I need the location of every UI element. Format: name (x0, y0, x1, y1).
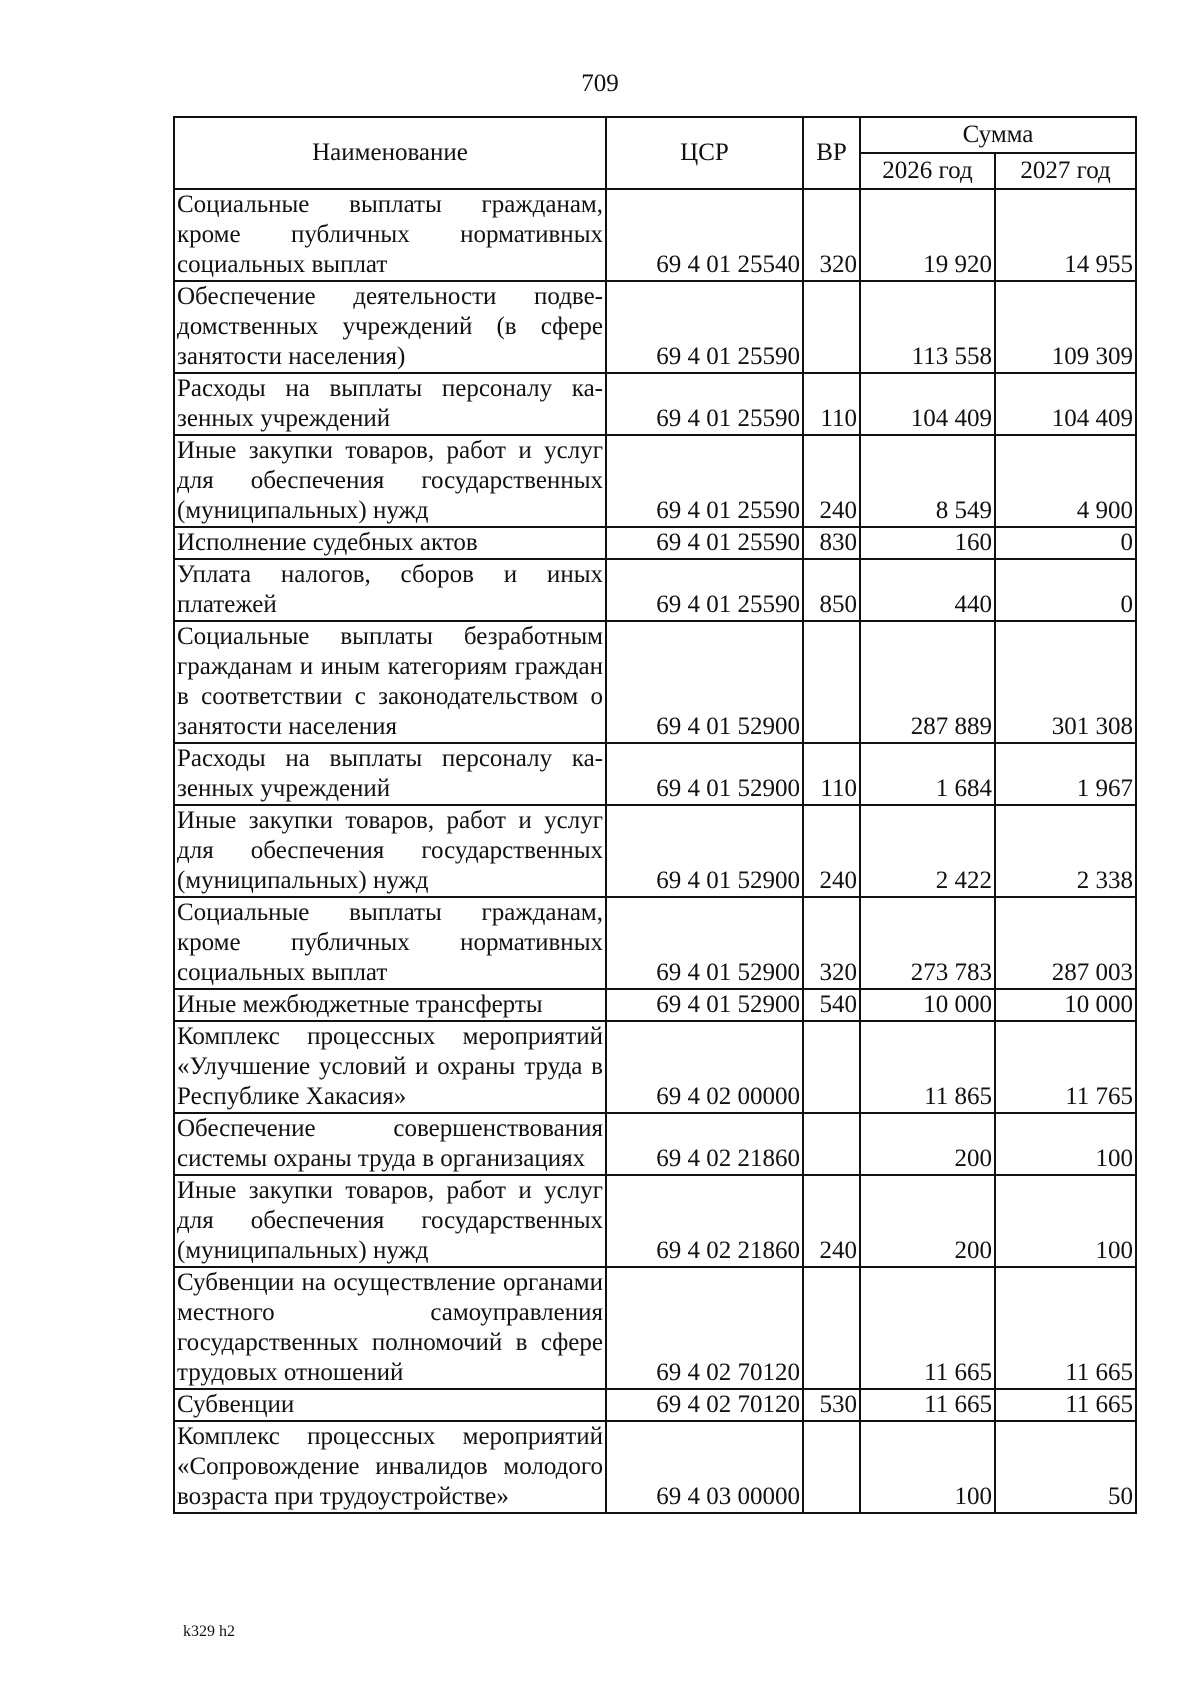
row-sum-2026: 160 (860, 527, 995, 559)
table-row (174, 527, 1136, 559)
table-row (174, 1389, 1136, 1421)
row-csr: 69 4 02 21860 (606, 1175, 803, 1267)
table-body (174, 189, 1136, 1513)
row-name: Иные межбюджетные трансферты (174, 989, 606, 1021)
row-sum-2026: 19 920 (860, 189, 995, 281)
header-sum: Сумма (860, 117, 1136, 153)
row-csr: 69 4 01 25590 (606, 527, 803, 559)
row-csr: 69 4 01 52900 (606, 743, 803, 805)
row-name: Иные закупки товаров, работ и услуг для обеспечения государственных (муниципальных) нужд (174, 805, 606, 897)
row-csr: 69 4 01 52900 (606, 621, 803, 743)
row-vr (803, 1267, 860, 1389)
row-sum-2027: 287 003 (995, 897, 1136, 989)
row-name: Социальные выплаты гражданам, кроме публичных нормативных социальных выплат (174, 189, 606, 281)
row-sum-2026: 440 (860, 559, 995, 621)
row-vr (803, 1421, 860, 1513)
row-sum-2026: 11 665 (860, 1267, 995, 1389)
row-csr: 69 4 01 25590 (606, 435, 803, 527)
row-csr: 69 4 03 00000 (606, 1421, 803, 1513)
row-csr: 69 4 01 25590 (606, 281, 803, 373)
table-row (174, 1267, 1136, 1389)
row-csr: 69 4 01 52900 (606, 897, 803, 989)
row-vr: 240 (803, 435, 860, 527)
table-row (174, 805, 1136, 897)
row-sum-2027: 104 409 (995, 373, 1136, 435)
row-name: Комплекс процессных мероприятий «Улучшение условий и охраны труда в Республике Хакасия» (174, 1021, 606, 1113)
row-name: Уплата налогов, сборов и иных платежей (174, 559, 606, 621)
row-name: Обеспечение совершенствования системы охраны труда в организациях (174, 1113, 606, 1175)
row-csr: 69 4 02 21860 (606, 1113, 803, 1175)
row-name: Социальные выплаты гражданам, кроме публичных нормативных социальных выплат (174, 897, 606, 989)
budget-table (173, 116, 1137, 1514)
row-sum-2026: 8 549 (860, 435, 995, 527)
row-sum-2026: 1 684 (860, 743, 995, 805)
row-sum-2026: 113 558 (860, 281, 995, 373)
row-sum-2026: 11 865 (860, 1021, 995, 1113)
row-sum-2026: 273 783 (860, 897, 995, 989)
row-sum-2026: 200 (860, 1175, 995, 1267)
row-sum-2027: 11 665 (995, 1267, 1136, 1389)
row-name: Иные закупки товаров, работ и услуг для обеспечения государственных (муниципальных) нужд (174, 435, 606, 527)
row-name: Комплекс процессных мероприятий «Сопровождение инвалидов молодого возраста при трудоустройстве» (174, 1421, 606, 1513)
row-vr: 320 (803, 189, 860, 281)
row-sum-2026: 287 889 (860, 621, 995, 743)
table-row (174, 897, 1136, 989)
table-row (174, 1175, 1136, 1267)
page-number: 709 (581, 70, 619, 97)
footer-code: k329 h2 (183, 1623, 235, 1640)
row-sum-2026: 200 (860, 1113, 995, 1175)
header-year-2026: 2026 год (860, 153, 995, 189)
table-row (174, 743, 1136, 805)
row-csr: 69 4 01 25540 (606, 189, 803, 281)
table-row (174, 435, 1136, 527)
row-sum-2026: 11 665 (860, 1389, 995, 1421)
row-sum-2027: 100 (995, 1113, 1136, 1175)
row-name: Расходы на выплаты персоналу казенных учреждений (174, 373, 606, 435)
row-vr (803, 621, 860, 743)
row-sum-2027: 100 (995, 1175, 1136, 1267)
row-vr: 240 (803, 1175, 860, 1267)
row-sum-2027: 1 967 (995, 743, 1136, 805)
row-csr: 69 4 02 00000 (606, 1021, 803, 1113)
row-sum-2027: 109 309 (995, 281, 1136, 373)
row-name: Обеспечение деятельности подведомственных учреждений (в сфере занятости населения) (174, 281, 606, 373)
row-sum-2026: 100 (860, 1421, 995, 1513)
row-sum-2027: 301 308 (995, 621, 1136, 743)
table-row (174, 189, 1136, 281)
row-vr: 320 (803, 897, 860, 989)
row-name: Социальные выплаты безработным гражданам и иным категориям граждан в соответствии с законодательством о занятости населения (174, 621, 606, 743)
row-csr: 69 4 01 52900 (606, 805, 803, 897)
table-row (174, 989, 1136, 1021)
row-vr: 110 (803, 743, 860, 805)
row-sum-2027: 4 900 (995, 435, 1136, 527)
row-csr: 69 4 01 52900 (606, 989, 803, 1021)
row-name: Иные закупки товаров, работ и услуг для обеспечения государственных (муниципальных) нужд (174, 1175, 606, 1267)
table-row (174, 281, 1136, 373)
row-sum-2027: 10 000 (995, 989, 1136, 1021)
row-sum-2026: 10 000 (860, 989, 995, 1021)
row-vr: 540 (803, 989, 860, 1021)
table-row (174, 559, 1136, 621)
row-vr: 830 (803, 527, 860, 559)
header-csr: ЦСР (606, 117, 803, 189)
row-vr: 530 (803, 1389, 860, 1421)
header-name: Наименование (174, 117, 606, 189)
row-sum-2026: 2 422 (860, 805, 995, 897)
row-csr: 69 4 02 70120 (606, 1389, 803, 1421)
row-sum-2027: 0 (995, 527, 1136, 559)
row-name: Субвенции (174, 1389, 606, 1421)
table-row (174, 1021, 1136, 1113)
row-csr: 69 4 01 25590 (606, 559, 803, 621)
row-vr (803, 1113, 860, 1175)
row-csr: 69 4 01 25590 (606, 373, 803, 435)
row-csr: 69 4 02 70120 (606, 1267, 803, 1389)
row-sum-2026: 104 409 (860, 373, 995, 435)
table-row (174, 621, 1136, 743)
header-vr: ВР (803, 117, 860, 189)
row-name: Расходы на выплаты персоналу казенных учреждений (174, 743, 606, 805)
table-row (174, 373, 1136, 435)
row-vr: 850 (803, 559, 860, 621)
row-vr: 240 (803, 805, 860, 897)
row-sum-2027: 14 955 (995, 189, 1136, 281)
row-vr: 110 (803, 373, 860, 435)
row-sum-2027: 11 665 (995, 1389, 1136, 1421)
row-name: Субвенции на осуществление органами местного самоуправления государственных полномочий в сфере трудовых отношений (174, 1267, 606, 1389)
table-row (174, 1113, 1136, 1175)
row-sum-2027: 0 (995, 559, 1136, 621)
row-sum-2027: 50 (995, 1421, 1136, 1513)
row-sum-2027: 11 765 (995, 1021, 1136, 1113)
row-name: Исполнение судебных актов (174, 527, 606, 559)
row-vr (803, 1021, 860, 1113)
row-vr (803, 281, 860, 373)
row-sum-2027: 2 338 (995, 805, 1136, 897)
header-year-2027: 2027 год (995, 153, 1136, 189)
table-row (174, 1421, 1136, 1513)
